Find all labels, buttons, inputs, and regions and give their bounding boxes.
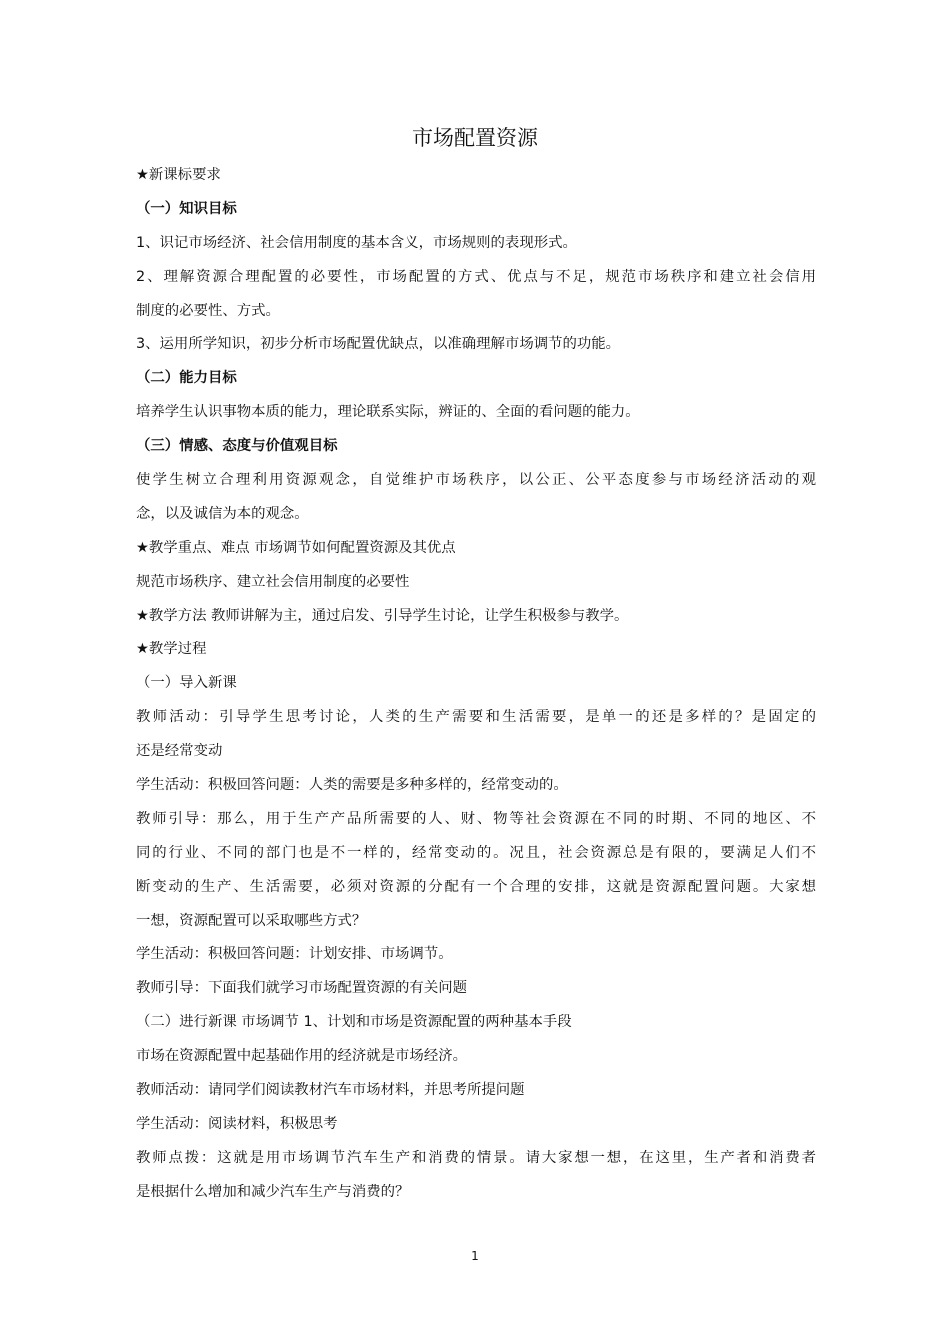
paragraph-line: 制度的必要性、方式。: [136, 302, 280, 319]
paragraph-line: 一想，资源配置可以采取哪些方式？: [136, 912, 367, 929]
paragraph-line: 教师引导：下面我们就学习市场配置资源的有关问题: [136, 980, 467, 997]
paragraph-line: 学生活动：阅读材料，积极思考: [136, 1115, 338, 1132]
paragraph-line: 是根据什么增加和减少汽车生产与消费的？: [136, 1183, 410, 1200]
paragraph-line: （二）进行新课 市场调节 1、计划和市场是资源配置的两种基本手段: [136, 1014, 572, 1031]
paragraph-line: ★教学重点、难点 市场调节如何配置资源及其优点: [136, 539, 456, 556]
paragraph-line: ★教学方法 教师讲解为主，通过启发、引导学生讨论，让学生积极参与教学。: [136, 607, 629, 624]
paragraph-line: 培养学生认识事物本质的能力，理论联系实际，辨证的、全面的看问题的能力。: [136, 404, 640, 421]
paragraph-line: 教师引导：那么，用于生产产品所需要的人、财、物等社会资源在不同的时期、不同的地区、不: [136, 810, 816, 827]
section-heading: （三）情感、态度与价值观目标: [136, 438, 338, 455]
paragraph-line: 学生活动：积极回答问题：计划安排、市场调节。: [136, 946, 453, 963]
paragraph-line: 2、理解资源合理配置的必要性，市场配置的方式、优点与不足，规范市场秩序和建立社会信用: [136, 268, 816, 285]
document-title: 市场配置资源: [412, 126, 538, 150]
paragraph-line: 念，以及诚信为本的观念。: [136, 505, 309, 522]
paragraph-line: （一）导入新课: [136, 675, 237, 692]
paragraph-line: 教师点拨：这就是用市场调节汽车生产和消费的情景。请大家想一想，在这里，生产者和消费者: [136, 1149, 816, 1166]
paragraph-line: 断变动的生产、生活需要，必须对资源的分配有一个合理的安排，这就是资源配置问题。大家想: [136, 878, 816, 895]
paragraph-line: 1、识记市场经济、社会信用制度的基本含义，市场规则的表现形式。: [136, 234, 577, 251]
paragraph-line: 3、运用所学知识，初步分析市场配置优缺点，以准确理解市场调节的功能。: [136, 336, 621, 353]
section-heading: （二）能力目标: [136, 370, 237, 387]
section-heading: （一）知识目标: [136, 200, 237, 217]
paragraph-line: 还是经常变动: [136, 743, 223, 760]
paragraph-line: 教师活动：引导学生思考讨论，人类的生产需要和生活需要，是单一的还是多样的？是固定的: [136, 709, 816, 726]
paragraph-line: 规范市场秩序、建立社会信用制度的必要性: [136, 573, 410, 590]
paragraph-line: 同的行业、不同的部门也是不一样的，经常变动的。况且，社会资源总是有限的，要满足人们不: [136, 844, 816, 861]
paragraph-line: 市场在资源配置中起基础作用的经济就是市场经济。: [136, 1048, 467, 1065]
paragraph-line: ★新课标要求: [136, 167, 221, 183]
page-number: 1: [471, 1249, 479, 1263]
paragraph-line: 使学生树立合理利用资源观念，自觉维护市场秩序，以公正、公平态度参与市场经济活动的观: [136, 472, 816, 489]
paragraph-line: ★教学过程: [136, 641, 207, 658]
document-body: [136, 159, 816, 1210]
paragraph-line: 学生活动：积极回答问题：人类的需要是多种多样的，经常变动的。: [136, 777, 568, 794]
paragraph-line: 教师活动：请同学们阅读教材汽车市场材料，并思考所提问题: [136, 1082, 525, 1099]
